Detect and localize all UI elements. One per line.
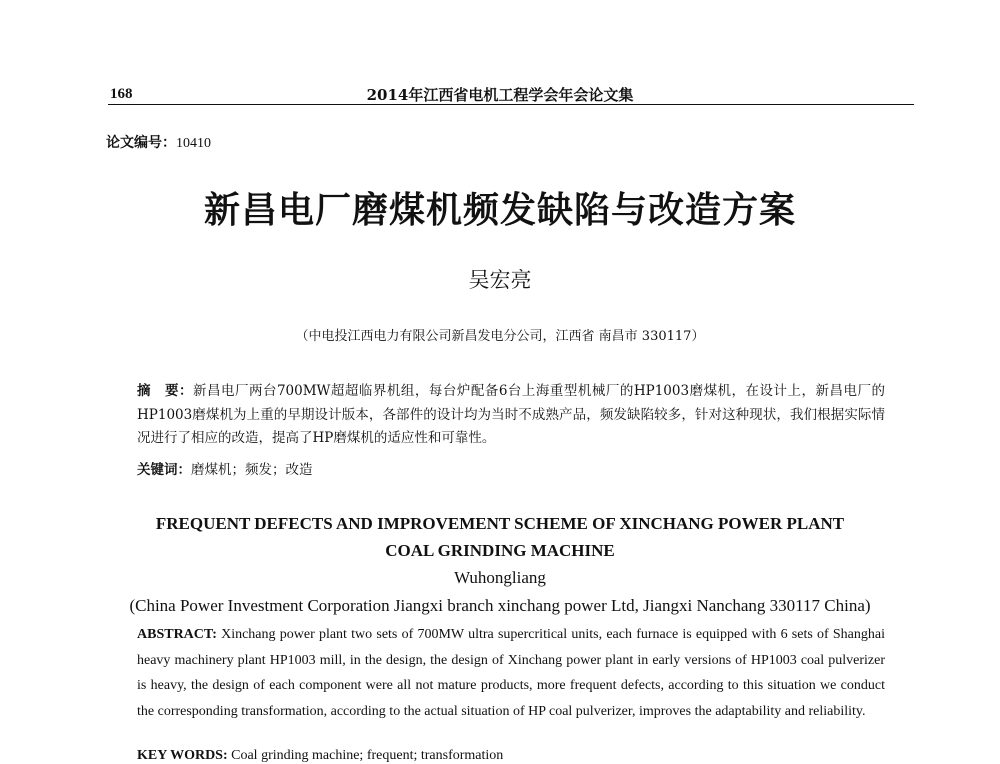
paper-title-en-line2: COAL GRINDING MACHINE bbox=[385, 541, 615, 560]
page-number: 168 bbox=[110, 86, 133, 102]
abstract-cn bbox=[137, 380, 885, 451]
paper-number bbox=[106, 132, 211, 152]
running-header: 2014年江西省电机工程学会年会论文集 bbox=[366, 86, 634, 104]
affiliation-cn: （中电投江西电力有限公司新昌发电分公司，江西省 南昌市 330117） bbox=[295, 329, 705, 344]
keywords-cn-text: 磨煤机；频发；改造 bbox=[191, 462, 313, 478]
keywords-cn bbox=[137, 459, 885, 483]
paper-number-value: 10410 bbox=[176, 136, 211, 151]
keywords-en bbox=[137, 748, 503, 764]
abstract-cn-text: 新昌电厂两台700MW超超临界机组，每台炉配备6台上海重型机械厂的HP1003磨煤机，在设计上，新昌电厂的HP1003磨煤机为上重的早期设计版本，各部件的设计均为当时不成熟产品，频发缺陷较多，针对这种现状，我们根据实际情况进行了相应的改造，提高了HP磨煤机的适应性和可靠性。 bbox=[137, 383, 885, 446]
paper-title-cn: 新昌电厂磨煤机频发缺陷与改造方案 bbox=[203, 190, 796, 231]
paper-number-label: 论文编号： bbox=[106, 135, 176, 151]
keywords-cn-label: 关键词： bbox=[137, 462, 191, 478]
header-rule bbox=[108, 104, 914, 105]
abstract-en-label: ABSTRACT: bbox=[137, 627, 217, 642]
keywords-en-label: KEY WORDS: bbox=[137, 748, 228, 763]
author-cn: 吴宏亮 bbox=[468, 268, 532, 292]
abstract-en-text: Xinchang power plant two sets of 700MW ultra supercritical units, each furnace is equipped with 6 sets of Shanghai heavy machinery plant HP1003 mill, in the design, the design of Xinchang power plant in early versions of HP1003 coal pulverizer is heavy, the design of each component were all not mature products, more frequent defects, according to this situation we conduct the corresponding transformation, according to the actual situation of HP coal pulverizer, improves the adaptability and reliability. bbox=[137, 627, 885, 719]
paper-title-en bbox=[0, 510, 1000, 564]
abstract-cn-label: 摘 要： bbox=[137, 383, 193, 399]
author-en: Wuhongliang bbox=[454, 568, 546, 587]
keywords-en-text: Coal grinding machine; frequent; transformation bbox=[227, 748, 504, 763]
abstract-en bbox=[137, 622, 885, 724]
affiliation-en: (China Power Investment Corporation Jiangxi branch xinchang power Ltd, Jiangxi Nanchang 330117 China) bbox=[129, 596, 871, 615]
paper-title-en-line1: FREQUENT DEFECTS AND IMPROVEMENT SCHEME OF XINCHANG POWER PLANT bbox=[155, 514, 845, 533]
